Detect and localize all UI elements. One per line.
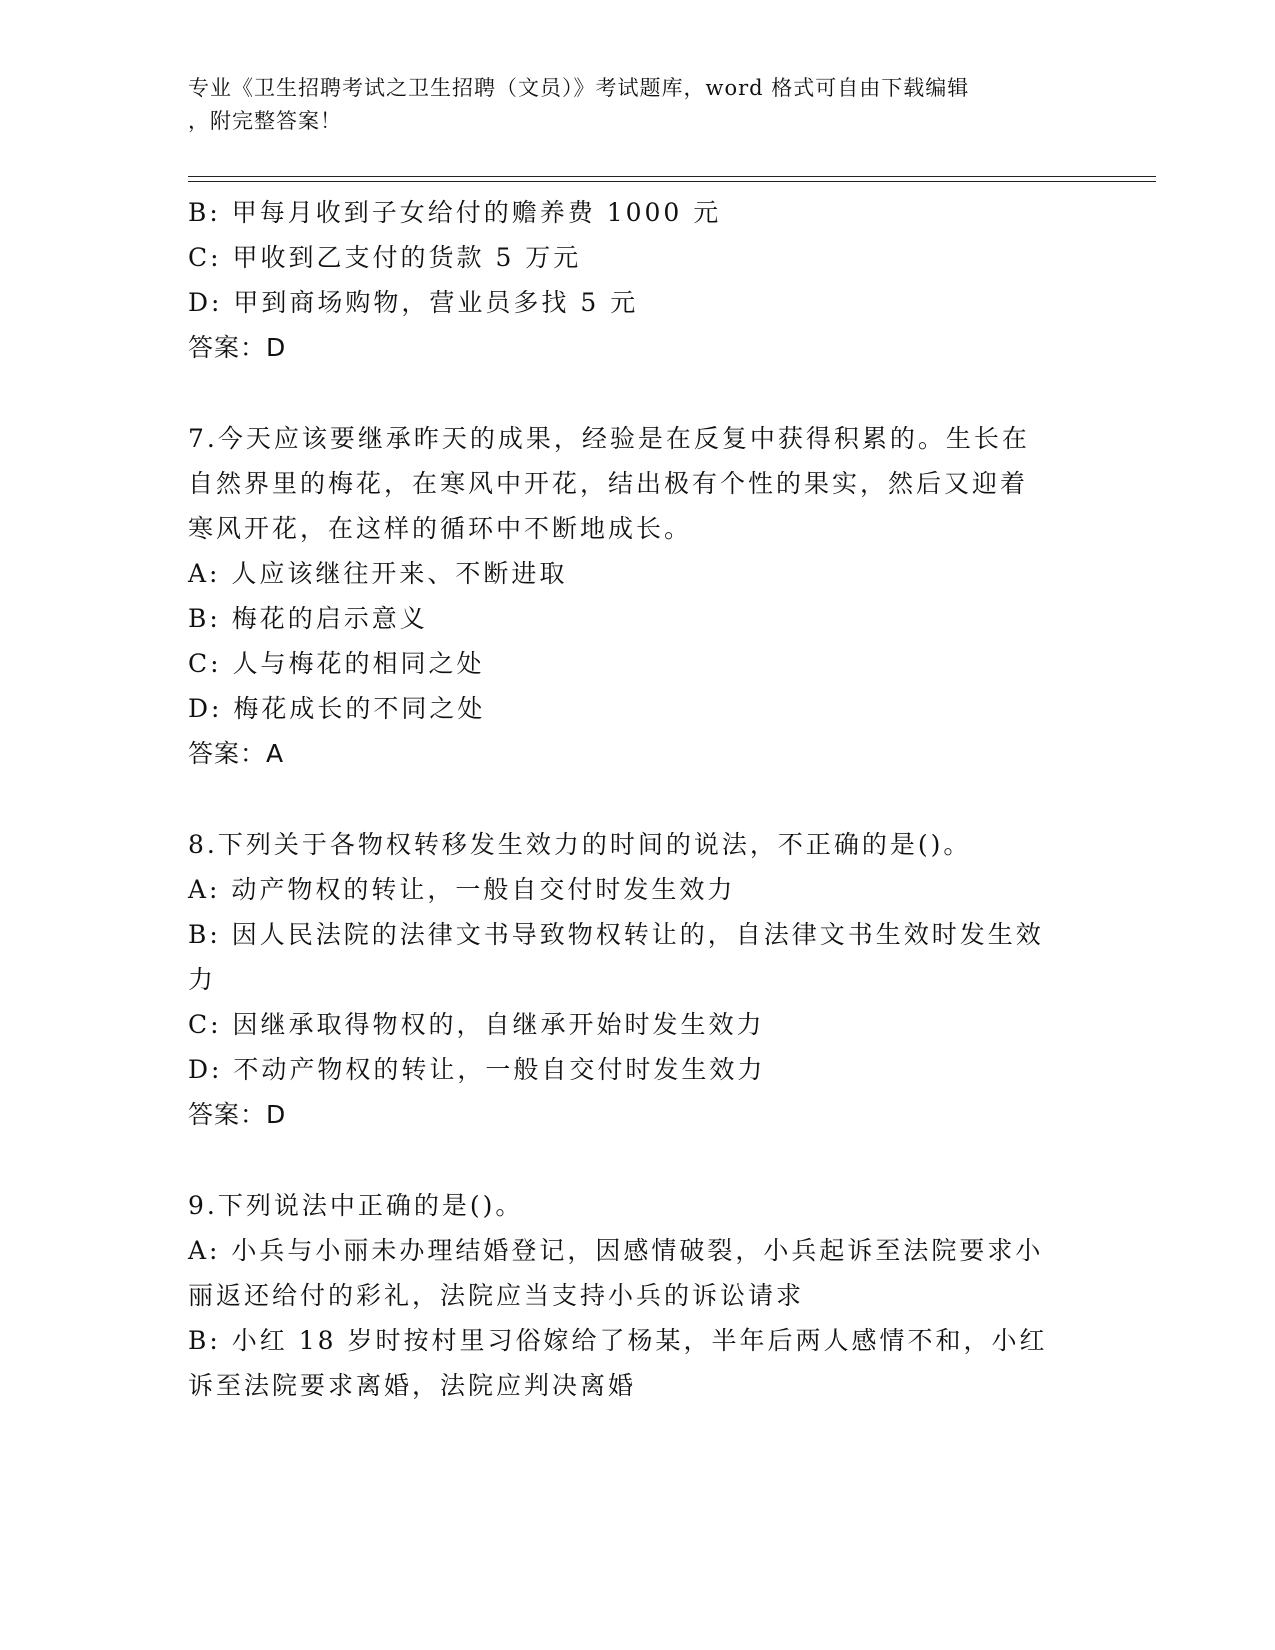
q8-answer: 答案：D	[188, 1100, 287, 1129]
q8-option-b-line-2: 力	[188, 965, 217, 994]
document-header	[188, 72, 1068, 138]
q7-answer: 答案：A	[188, 739, 285, 768]
q7-stem-line-2: 自然界里的梅花，在寒风中开花，结出极有个性的果实，然后又迎着	[188, 469, 1029, 498]
spacer	[188, 370, 1088, 416]
question-8	[188, 822, 1088, 1137]
spacer	[188, 776, 1088, 822]
q9-option-a-line-1: A: 小兵与小丽未办理结婚登记，因感情破裂，小兵起诉至法院要求小	[188, 1236, 1044, 1265]
q7-option-c: C: 人与梅花的相同之处	[188, 649, 485, 678]
header-divider-bottom	[188, 181, 1156, 182]
q7-stem-line-3: 寒风开花，在这样的循环中不断地成长。	[188, 514, 693, 543]
spacer	[188, 1137, 1088, 1183]
q8-option-a: A: 动产物权的转让，一般自交付时发生效力	[188, 875, 736, 904]
q9-stem: 9.下列说法中正确的是()。	[188, 1191, 524, 1220]
q7-option-b: B: 梅花的启示意义	[188, 604, 428, 633]
header-line-2: ，附完整答案！	[188, 109, 342, 133]
q6-answer: 答案：D	[188, 333, 287, 362]
document-body	[188, 190, 1088, 1408]
q8-option-b-line-1: B: 因人民法院的法律文书导致物权转让的，自法律文书生效时发生效	[188, 920, 1044, 949]
q9-option-b-line-2: 诉至法院要求离婚，法院应判决离婚	[188, 1371, 637, 1400]
header-divider-top	[188, 176, 1156, 177]
q7-option-d: D: 梅花成长的不同之处	[188, 694, 486, 723]
question-6	[188, 190, 1088, 370]
q9-option-a-line-2: 丽返还给付的彩礼，法院应当支持小兵的诉讼请求	[188, 1281, 805, 1310]
question-9	[188, 1183, 1088, 1408]
q8-option-c: C: 因继承取得物权的，自继承开始时发生效力	[188, 1010, 765, 1039]
q8-stem: 8.下列关于各物权转移发生效力的时间的说法，不正确的是()。	[188, 830, 972, 859]
q7-option-a: A: 人应该继往开来、不断进取	[188, 559, 568, 588]
q9-option-b-line-1: B: 小红 18 岁时按村里习俗嫁给了杨某，半年后两人感情不和，小红	[188, 1326, 1048, 1355]
q7-stem-line-1: 7.今天应该要继承昨天的成果，经验是在反复中获得积累的。生长在	[188, 424, 1030, 453]
q6-option-b: B: 甲每月收到子女给付的赡养费 1000 元	[188, 198, 722, 227]
q6-option-d: D: 甲到商场购物，营业员多找 5 元	[188, 288, 639, 317]
q6-option-c: C: 甲收到乙支付的货款 5 万元	[188, 243, 582, 272]
q8-option-d: D: 不动产物权的转让，一般自交付时发生效力	[188, 1055, 766, 1084]
header-line-1: 专业《卫生招聘考试之卫生招聘（文员）》考试题库，word 格式可自由下载编辑	[188, 76, 970, 100]
question-7	[188, 416, 1088, 776]
